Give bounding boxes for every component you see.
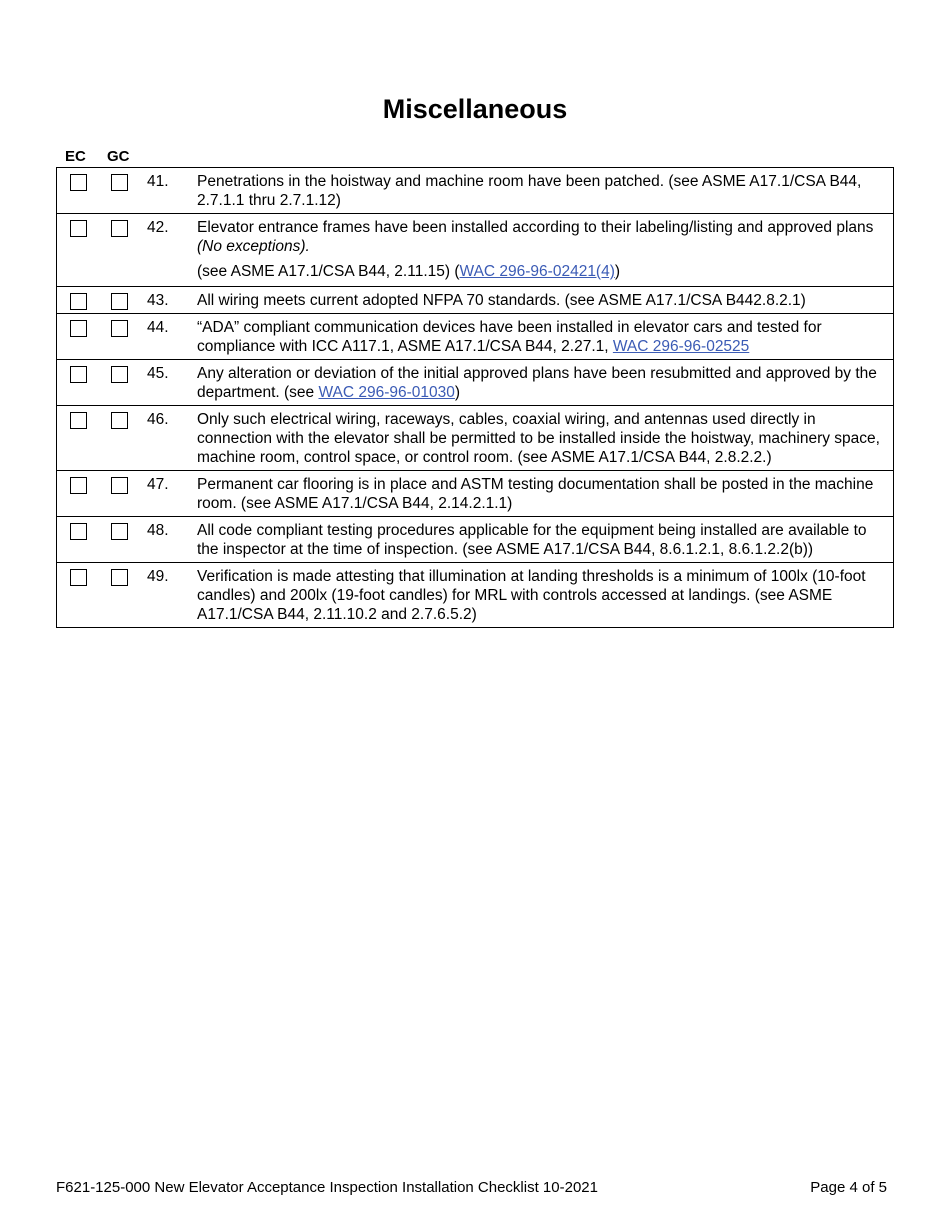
item-number: 45. [141,360,197,406]
checklist-row [57,360,894,406]
item-text: All code compliant testing procedures applicable for the equipment being installed are available to the inspector at the time of inspection. (see ASME A17.1/CSA B44, 8.6.1.2.1, 8.6.1.2.2(b)) [197,517,894,563]
wac-link[interactable]: WAC 296-96-02421(4) [459,263,615,280]
item-text: “ADA” compliant communication devices have been installed in elevator cars and tested for compliance with ICC A117.1, ASME A17.1/CSA B44, 2.27.1, WAC 296-96-02525 [197,314,894,360]
ec-checkbox[interactable] [70,569,87,586]
ec-checkbox[interactable] [70,412,87,429]
ec-checkbox[interactable] [70,220,87,237]
item-text-main: Elevator entrance frames have been installed according to their labeling/listing and approved plans [197,219,874,236]
checklist-row [57,563,894,628]
item-number: 49. [141,563,197,628]
ec-checkbox[interactable] [70,293,87,310]
item-text: Any alteration or deviation of the initial approved plans have been resubmitted and approved by the department. (see WAC 296-96-01030) [197,360,894,406]
item-number: 43. [141,287,197,314]
gc-checkbox[interactable] [111,320,128,337]
checklist-row [57,406,894,471]
ec-checkbox[interactable] [70,366,87,383]
ec-checkbox[interactable] [70,320,87,337]
checklist-table [56,167,894,628]
gc-checkbox[interactable] [111,477,128,494]
checklist-row [57,287,894,314]
item-number: 46. [141,406,197,471]
page-number: Page 4 of 5 [810,1179,887,1196]
item-text: All wiring meets current adopted NFPA 70 standards. (see ASME A17.1/CSA B442.8.2.1) [197,287,894,314]
item-reference: (see ASME A17.1/CSA B44, 2.11.15) ( [197,263,460,280]
gc-checkbox[interactable] [111,220,128,237]
item-text: Elevator entrance frames have been installed according to their labeling/listing and approved plans (No exceptions). (see ASME A17.1/CSA B44, 2.11.15) (WAC 296-96-02421(4)) [197,214,894,287]
page-title: Miscellaneous [382,94,568,124]
item-number: 48. [141,517,197,563]
gc-checkbox[interactable] [111,293,128,310]
checklist-row [57,517,894,563]
item-text: Permanent car flooring is in place and ASTM testing documentation shall be posted in the machine room. (see ASME A17.1/CSA B44, 2.14.2.1.1) [197,471,894,517]
wac-link[interactable]: WAC 296-96-01030 [318,384,455,401]
item-number: 44. [141,314,197,360]
item-text: Penetrations in the hoistway and machine room have been patched. (see ASME A17.1/CSA B44, 2.7.1.1 thru 2.7.1.12) [197,168,894,214]
item-text: Only such electrical wiring, raceways, cables, coaxial wiring, and antennas used directly in connection with the elevator shall be permitted to be installed inside the hoistway, machinery space, machine room, control space, or control room. (see ASME A17.1/CSA B44, 2.8.2.2.) [197,406,894,471]
column-header-gc: GC [107,148,130,165]
gc-checkbox[interactable] [111,174,128,191]
checklist-row [57,471,894,517]
ec-checkbox[interactable] [70,523,87,540]
checklist-row [57,314,894,360]
gc-checkbox[interactable] [111,412,128,429]
item-number: 42. [141,214,197,287]
checklist-row [57,214,894,287]
item-number: 47. [141,471,197,517]
item-text: Verification is made attesting that illumination at landing thresholds is a minimum of 100lx (10-foot candles) and 200lx (19-foot candles) for MRL with controls accessed at landings. (see ASME A17.1/CSA B44, 2.11.10.2 and 2.7.6.5.2) [197,563,894,628]
checklist-row [57,168,894,214]
gc-checkbox[interactable] [111,523,128,540]
column-header-ec: EC [65,148,86,165]
ec-checkbox[interactable] [70,174,87,191]
ec-checkbox[interactable] [70,477,87,494]
item-number: 41. [141,168,197,214]
form-footer-title: F621-125-000 New Elevator Acceptance Inspection Installation Checklist 10-2021 [56,1179,598,1196]
item-text-italic: (No exceptions). [197,238,310,255]
wac-link[interactable]: WAC 296-96-02525 [612,338,750,355]
gc-checkbox[interactable] [111,366,128,383]
gc-checkbox[interactable] [111,569,128,586]
